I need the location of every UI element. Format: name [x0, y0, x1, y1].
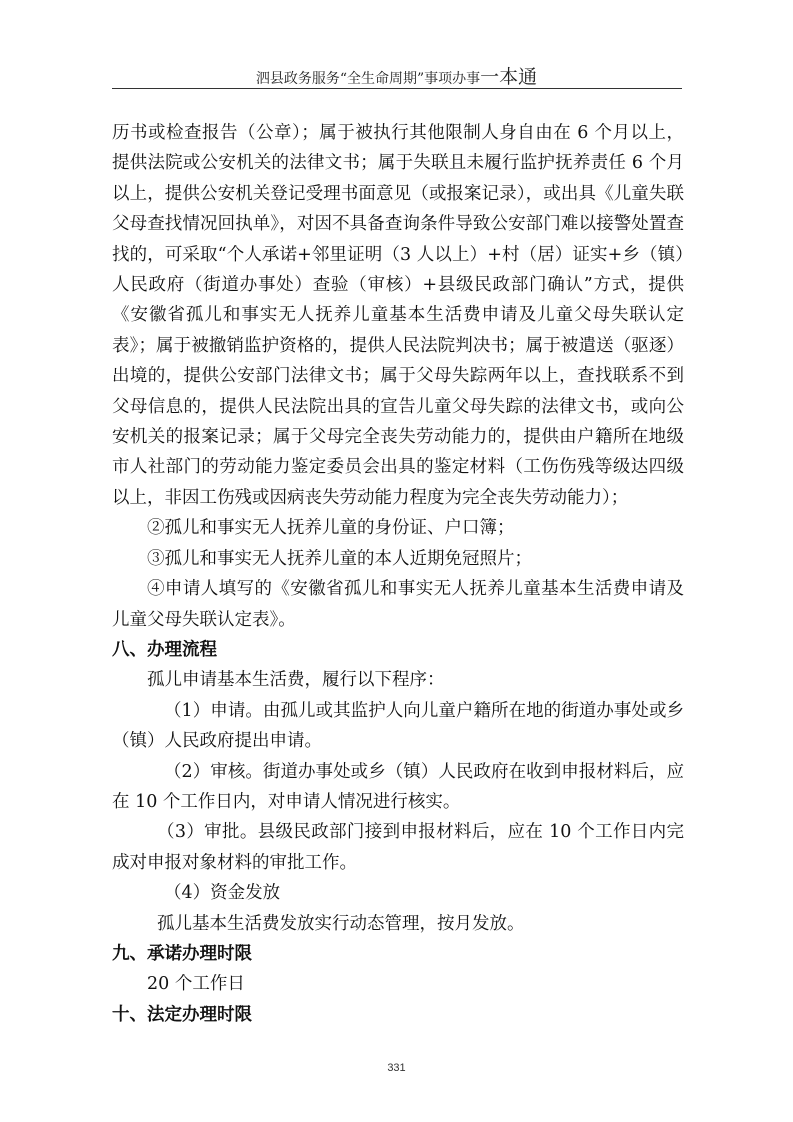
paragraph-continued: 历书或检查报告（公章）；属于被执行其他限制人身自由在 6 个月以上，提供法院或公安机关的法律文书；属于失联且未履行监护抚养责任 6 个月以上，提供公安机关登记受理书面意见（或报案记录），或出具《儿童失联父母查找情况回执单》，对因不具备查询条件导致公安部门难以接警处置查找的，可采取“个人承诺+邻里证明（3 人以上）+村（居）证实+乡（镇）人民政府（街道办事处）查验（审核）+县级民政部门确认”方式，提供《安徽省孤儿和事实无人抚养儿童基本生活费申请及儿童父母失联认定表》；属于被撤销监护资格的，提供人民法院判决书；属于被遣送（驱逐）出境的，提供公安部门法律文书；属于父母失踪两年以上，查找联系不到父母信息的，提供人民法院出具的宣告儿童父母失踪的法律文书，或向公安机关的报案记录；属于父母完全丧失劳动能力的，提供由户籍所在地级市人社部门的劳动能力鉴定委员会出具的鉴定材料（工伤伤残等级达四级以上，非因工伤残或因病丧失劳动能力程度为完全丧失劳动能力）；: [112, 123, 684, 508]
process-step-2: （2）审核。街道办事处或乡（镇）人民政府在收到申报材料后，应在 10 个工作日内，对申请人情况进行核实。: [112, 761, 684, 812]
process-step-3: （3）审批。县级民政部门接到申报材料后，应在 10 个工作日内完成对申报对象材料的审批工作。: [112, 822, 684, 873]
process-step-4: （4）资金发放: [164, 883, 281, 904]
header-rule: [112, 88, 682, 89]
section-heading-8: 八、办理流程: [112, 639, 217, 660]
section-9-value: 20 个工作日: [147, 974, 245, 995]
running-header-suffix: 一本通: [480, 66, 538, 88]
list-item-2: ②孤儿和事实无人抚养儿童的身份证、户口簿；: [147, 518, 515, 539]
process-step-1: （1）申请。由孤儿或其监护人向儿童户籍所在地的街道办事处或乡（镇）人民政府提出申请。: [112, 700, 684, 752]
running-header-prefix: 泗县政务服务“全生命周期”事项办事: [255, 71, 481, 87]
document-body: [112, 118, 684, 1030]
section-heading-9: 九、承诺办理时限: [112, 943, 252, 964]
section-heading-10: 十、法定办理时限: [112, 1004, 252, 1025]
running-header: [0, 62, 793, 89]
process-step-4-detail: 孤儿基本生活费发放实行动态管理，按月发放。: [157, 913, 525, 934]
list-item-4: ④申请人填写的《安徽省孤儿和事实无人抚养儿童基本生活费申请及儿童父母失联认定表》。: [112, 579, 684, 630]
section-8-intro: 孤儿申请基本生活费，履行以下程序：: [147, 670, 445, 691]
list-item-3: ③孤儿和事实无人抚养儿童的本人近期免冠照片；: [147, 548, 532, 569]
page-number: 331: [387, 1062, 406, 1074]
